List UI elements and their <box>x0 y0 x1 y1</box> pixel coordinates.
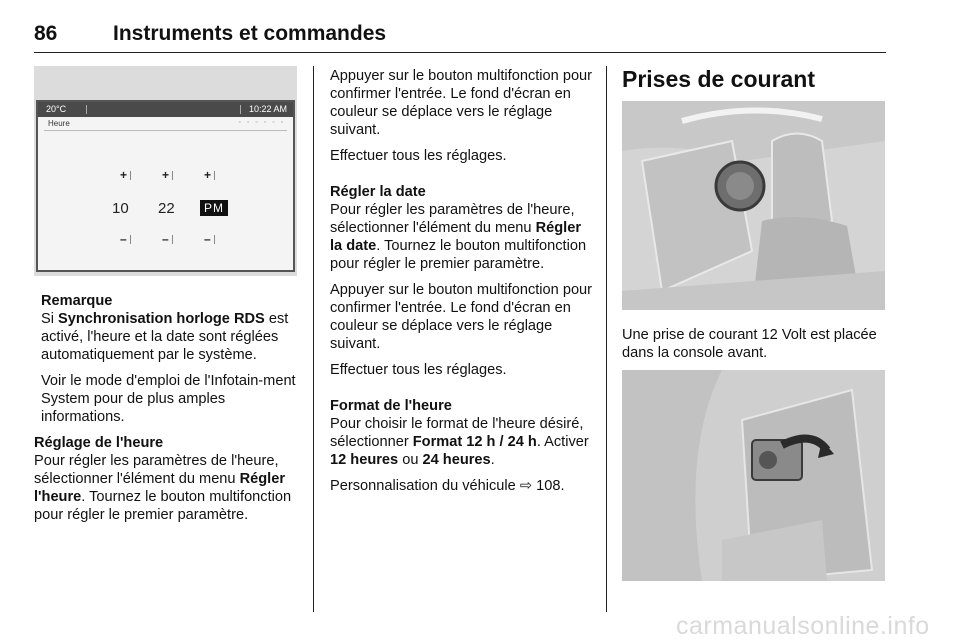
infotainment-clock-figure <box>34 66 297 276</box>
photo-caption: Une prise de courant 12 Volt est placée dans la console avant. <box>622 327 877 361</box>
screen-divider <box>44 130 287 131</box>
column-left <box>34 292 299 532</box>
section-heading: Format de l'heure <box>330 398 452 414</box>
section-title: Prises de courant <box>622 66 816 92</box>
note-title: Remarque <box>41 293 113 309</box>
body-paragraph: Effectuer tous les réglages. <box>330 148 507 164</box>
screen-menu-label: Heure <box>48 119 70 128</box>
power-socket-photo <box>622 101 885 310</box>
minute-plus-button: + <box>162 168 173 182</box>
hour-minus-button: – <box>120 232 131 246</box>
page-title: Instruments et commandes <box>113 22 387 45</box>
screen-frame <box>36 100 295 272</box>
cross-reference[interactable]: Personnalisation du véhicule ⇨ 108. <box>330 478 565 494</box>
hour-value: 10 <box>112 200 129 217</box>
ampm-value: PM <box>200 200 228 216</box>
page-number: 86 <box>34 22 58 45</box>
body-paragraph: Appuyer sur le bouton multifonction pour confirmer l'entrée. Le fond d'écran en couleur se déplace vers le réglage suivant. <box>330 282 593 352</box>
section-heading: Régler la date <box>330 184 426 200</box>
power-socket-illustration <box>622 101 885 310</box>
watermark: carmanualsonline.info <box>676 612 930 640</box>
ampm-minus-button: – <box>204 232 215 246</box>
note-paragraph: Voir le mode d'emploi de l'Infotain‑ment System pour de plus amples informations. <box>41 373 296 425</box>
infotainment-screen <box>36 100 295 306</box>
photo-caption-block <box>622 326 886 370</box>
page-header <box>34 22 886 53</box>
rear-socket-illustration <box>622 370 885 581</box>
body-paragraph: Appuyer sur le bouton multifonction pour confirmer l'entrée. Le fond d'écran en couleur se déplace vers le réglage suivant. <box>330 68 593 138</box>
ampm-plus-button: + <box>204 168 215 182</box>
body-paragraph: Pour choisir le format de l'heure désiré, sélectionner Format 12 h / 24 h. Activer 12 heures ou 24 heures. <box>330 416 589 468</box>
screen-status-bar <box>38 102 293 117</box>
column-right <box>622 66 886 104</box>
hour-plus-button: + <box>120 168 131 182</box>
status-separator <box>86 105 87 114</box>
status-separator <box>240 105 241 114</box>
body-paragraph: Pour régler les paramètres de l'heure, sélectionner l'élément du menu Régler l'heure. Tournez le bouton multifonction pour régler le premier paramètre. <box>34 453 292 523</box>
body-paragraph: Pour régler les paramètres de l'heure, sélectionner l'élément du menu Régler la date. Tournez le bouton multifonction pour régler le premier paramètre. <box>330 202 587 272</box>
section-heading: Réglage de l'heure <box>34 435 164 451</box>
screen-temperature: 20°C <box>46 104 67 114</box>
screen-time: 10:22 AM <box>248 104 287 114</box>
arrow-right-icon: ⇨ <box>519 478 533 494</box>
body-paragraph: Effectuer tous les réglages. <box>330 362 507 378</box>
minute-minus-button: – <box>162 232 173 246</box>
rear-socket-photo <box>622 370 885 581</box>
column-divider <box>313 66 314 612</box>
note-block <box>34 292 299 426</box>
minute-value: 22 <box>158 200 175 217</box>
status-icons: ◦ ◦ ◦ ◦ ◦ ◦ <box>238 119 285 126</box>
column-middle <box>330 67 594 503</box>
note-paragraph: Si Synchronisation horloge RDS est activé, l'heure et la date sont réglées automatiquement par le système. <box>41 311 289 363</box>
column-divider <box>606 66 607 612</box>
